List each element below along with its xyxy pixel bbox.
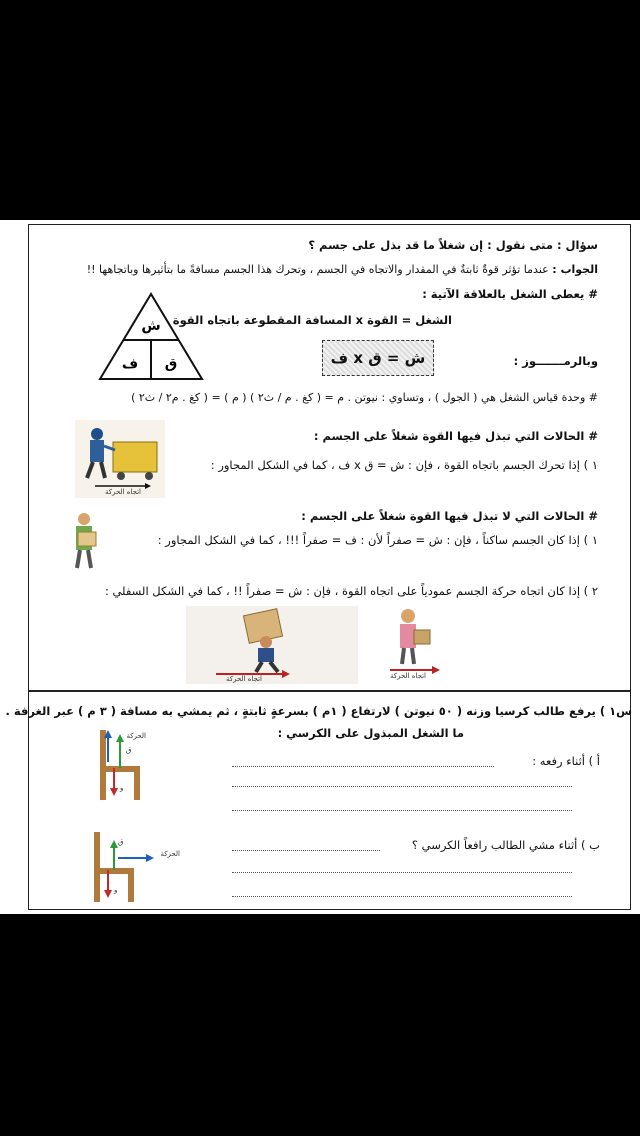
chair-walk-figure — [84, 826, 184, 906]
chair-lift-figure — [84, 726, 154, 806]
fig1-motion-label: الحركة — [126, 732, 146, 740]
cases-done-heading: # الحالات التي تبذل فيها القوة شغلاً على الجسم : — [313, 429, 598, 443]
force-arrow-head — [110, 840, 118, 848]
weight-arrow-head — [104, 890, 112, 898]
pushing-cart-figure — [75, 420, 165, 498]
force-arrow-head — [116, 734, 124, 742]
fig1-weight-label: و — [120, 784, 124, 792]
carrying-box-image-right — [382, 604, 446, 684]
fig1-force-label: ق — [126, 746, 132, 754]
part-a-answer-line-1[interactable] — [232, 766, 494, 767]
relation-intro: # يعطى الشغل بالعلاقة الآتية : — [422, 287, 598, 301]
document-page — [0, 220, 640, 914]
held-box — [78, 532, 96, 546]
person-leg — [412, 648, 414, 664]
pushing-cart-image — [75, 420, 165, 498]
person-body — [258, 648, 274, 662]
fig2-weight-label: و — [114, 886, 118, 894]
chair-front-leg — [128, 868, 134, 902]
person-leg — [402, 648, 404, 664]
motion-arrow-head — [282, 670, 290, 678]
part-a-label: أ ) أثناء رفعه : — [532, 754, 600, 768]
part-a-answer-line-2[interactable] — [232, 786, 572, 787]
carried-box — [414, 630, 430, 644]
fig2-motion-label: الحركة — [160, 850, 180, 858]
carrying-box-figure-left — [186, 606, 358, 684]
question-line: سؤال : متى نقول : إن شغلاً ما قد بذل على جسم ؟ — [308, 238, 598, 252]
person-leg — [87, 462, 93, 478]
part-b-answer-line-2[interactable] — [232, 872, 572, 873]
unit-line: # وحدة قياس الشغل هي ( الجول ) ، وتساوي : نيوتن . م = ( كغ . م / ث٢ ) ( م ) = ( كغ . م٢ / ث٢ ) — [131, 391, 598, 404]
cart-wheel — [145, 472, 153, 480]
formula-symbols: ش = ق x ف — [330, 349, 426, 367]
fig2-force-label: ق — [118, 838, 124, 846]
holding-box-image — [62, 510, 106, 572]
motion-arrow-head — [145, 483, 151, 489]
cases-not-done-heading: # الحالات التي لا تبذل فيها القوة شغلاً على الجسم : — [301, 509, 598, 523]
person-leg — [270, 662, 278, 672]
carrying-box-image-left — [186, 606, 358, 684]
cart-caption: اتجاه الحركة — [105, 488, 141, 496]
exercise-prompt: س١ ) يرفع طالب كرسيا وزنه ( ٥٠ نيوتن ) لارتفاع ( ١م ) بسرعةٍ ثابتةٍ ، ثم يمشي به مسافة ( ٣ م ) عبر الغرفة . — [5, 704, 632, 718]
triangle-top-symbol: ش — [141, 318, 161, 334]
answer-line — [87, 262, 598, 277]
symbols-label: وبالرمـــــــوز : — [513, 354, 598, 368]
cases-done-item1: ١ ) إذا تحرك الجسم باتجاه القوة ، فإن : ش = ق x ف ، كما في الشكل المجاور : — [210, 458, 598, 472]
left-caption: اتجاه الحركة — [226, 675, 262, 683]
person-head — [91, 428, 103, 440]
chair-back-leg — [94, 832, 100, 902]
person-leg — [77, 550, 80, 568]
part-a-answer-line-3[interactable] — [232, 810, 572, 811]
person-head — [78, 513, 90, 525]
person-leg — [256, 662, 262, 672]
formula-words: الشغل = القوة x المسافة المقطوعة باتجاه القوة — [172, 313, 452, 327]
chair-front-leg — [134, 766, 140, 800]
person-body — [90, 440, 104, 462]
cart-box — [113, 442, 157, 472]
work-triangle — [96, 292, 206, 384]
part-b-answer-line-1[interactable] — [232, 850, 380, 851]
person-leg — [101, 462, 105, 478]
exercise-subheading: ما الشغل المبذول على الكرسي : — [277, 726, 464, 740]
triangle-left-symbol: ف — [121, 356, 139, 372]
motion-arrow-head — [432, 666, 440, 674]
cases-not-done-item2: ٢ ) إذا كان اتجاه حركة الجسم عمودياً على اتجاه القوة ، فإن : ش = صفراً !! ، كما في الشكل السفلي : — [104, 584, 598, 598]
weight-arrow-head — [110, 788, 118, 796]
answer-text: عندما تؤثر قوةٌ ثابتةٌ في المقدار والاتجاه في الجسم ، وتحرك هذا الجسم مسافةً ما بتأثيرها وباتجاهها !! — [86, 263, 549, 276]
person-head — [260, 636, 272, 648]
chair-back-leg — [100, 730, 106, 800]
answer-label: الجواب : — [552, 263, 598, 276]
part-b-answer-line-3[interactable] — [232, 896, 572, 897]
formula-symbols-box — [322, 340, 434, 376]
right-caption: اتجاه الحركة — [390, 672, 426, 680]
person-head — [401, 609, 415, 623]
cases-not-done-item1: ١ ) إذا كان الجسم ساكناً ، فإن : ش = صفراً لأن : ف = صفراً !!! ، كما في الشكل المجاور : — [157, 533, 598, 547]
cart-wheel — [117, 472, 125, 480]
triangle-right-symbol: ق — [164, 356, 178, 372]
person-leg — [88, 550, 91, 568]
motion-arrow-head — [146, 854, 154, 862]
section-divider — [28, 690, 631, 692]
holding-box-figure — [62, 510, 106, 572]
part-b-label: ب ) أثناء مشي الطالب رافعاً الكرسي ؟ — [411, 838, 600, 852]
